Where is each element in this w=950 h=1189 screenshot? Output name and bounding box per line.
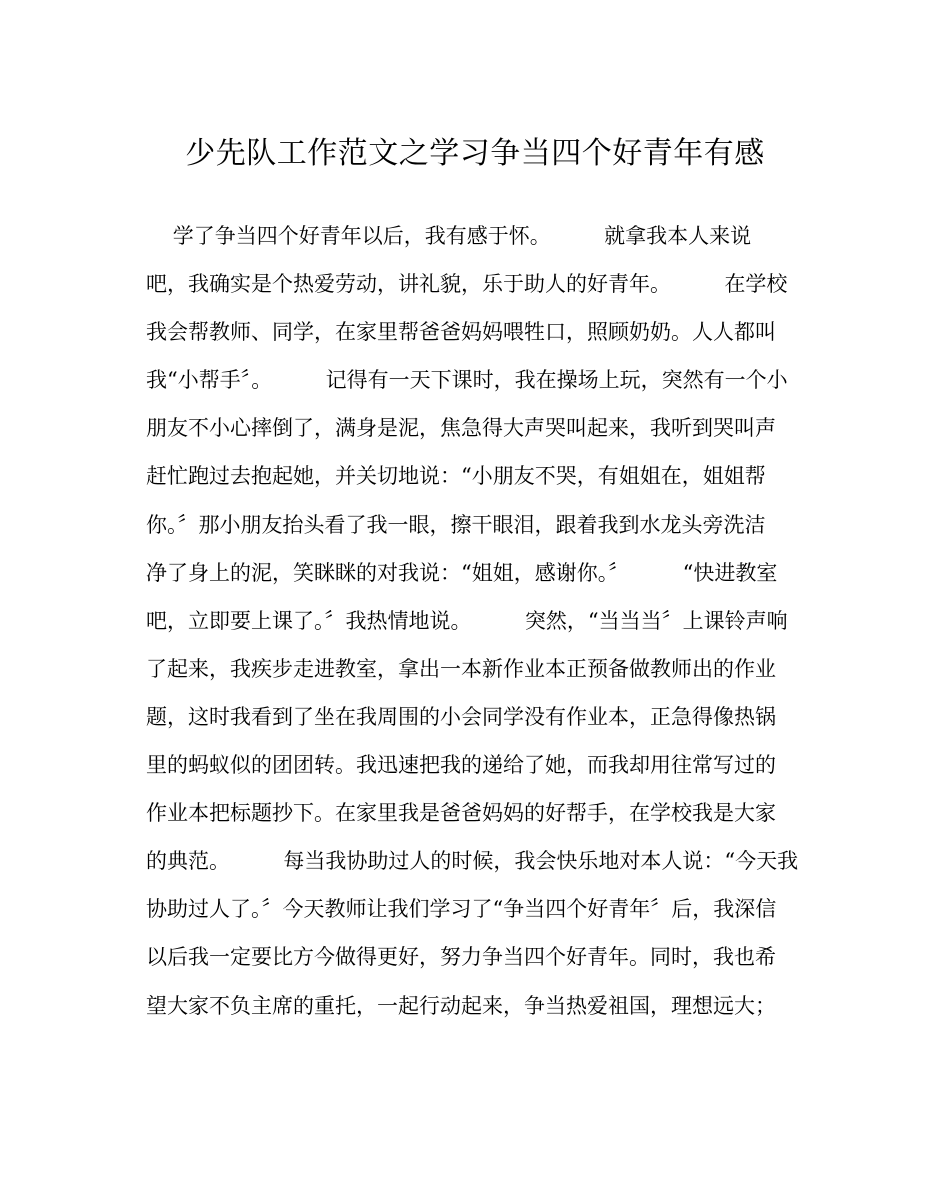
text-line: 赶忙跑过去抱起她，并关切地说：“小朋友不哭，有姐姐在，姐姐帮: [146, 464, 766, 489]
text-line: 里的蚂蚁似的团团转。我迅速把我的递给了她，而我却用往常写过的: [146, 753, 776, 778]
text-line: 朋友不小心摔倒了，满身是泥，焦急得大声哭叫起来，我听到哭叫声: [146, 416, 776, 441]
text-line: 的典范。 每当我协助过人的时候，我会快乐地对本人说：“今天我: [146, 849, 799, 874]
text-line: 吧，立即要上课了。〞我热情地说。 突然，“当当当〞上课铃声响: [146, 608, 788, 633]
text-line: 望大家不负主席的重托，一起行动起来，争当热爱祖国，理想远大；: [146, 993, 776, 1018]
text-line: 以后我一定要比方今做得更好，努力争当四个好青年。同时，我也希: [146, 945, 776, 970]
text-line: 你。〞那小朋友抬头看了我一眼，擦干眼泪，跟着我到水龙头旁洗洁: [146, 512, 766, 537]
page-title: 少先队工作范文之学习争当四个好青年有感: [185, 136, 765, 171]
text-line: 吧，我确实是个热爱劳动，讲礼貌，乐于助人的好青年。 在学校: [146, 272, 788, 297]
body-text: [146, 212, 816, 1030]
text-line: 学了争当四个好青年以后，我有感于怀。 就拿我本人来说: [146, 224, 752, 248]
text-line: 我“小帮手〞。 记得有一天下课时，我在操场上玩，突然有一个小: [146, 368, 788, 393]
text-line: 我会帮教师、同学，在家里帮爸爸妈妈喂牲口，照顾奶奶。人人都叫: [146, 320, 776, 345]
text-line: 了起来，我疾步走进教室，拿出一本新作业本正预备做教师出的作业: [146, 656, 776, 681]
text-line: 题，这时我看到了坐在我周围的小会同学没有作业本，正急得像热锅: [146, 704, 776, 729]
text-line: 协助过人了。〞今天教师让我们学习了“争当四个好青年〞后，我深信: [146, 897, 777, 922]
text-line: 作业本把标题抄下。在家里我是爸爸妈妈的好帮手，在学校我是大家: [146, 801, 776, 826]
text-line: 净了身上的泥，笑眯眯的对我说：“姐姐，感谢你。〞 “快进教室: [146, 560, 778, 585]
